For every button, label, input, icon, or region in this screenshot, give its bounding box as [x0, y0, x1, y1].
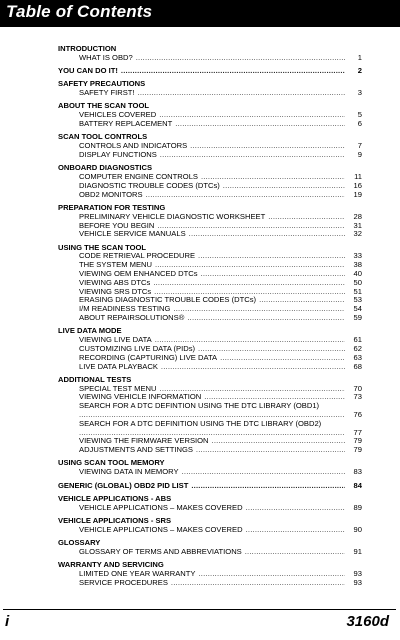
- leader-dots: [157, 222, 345, 231]
- toc-entry-page-number: 73: [353, 393, 362, 402]
- leader-dots: [198, 252, 345, 261]
- leader-dots: [121, 67, 345, 76]
- toc-entry-page-number: 90: [353, 525, 362, 534]
- leader-dots: [146, 191, 345, 200]
- toc-section-title[interactable]: [58, 80, 362, 89]
- toc-section-title-label: ABOUT THE SCAN TOOL: [58, 102, 149, 111]
- footer-page-number: i: [5, 613, 10, 630]
- toc-entry-page-number: 28: [353, 212, 362, 221]
- toc-section: [58, 102, 362, 128]
- toc-entry[interactable]: [58, 151, 362, 160]
- leader-dots: [198, 570, 345, 579]
- toc-entry[interactable]: [58, 437, 362, 446]
- toc-section-title[interactable]: [58, 495, 362, 504]
- toc-section: [58, 80, 362, 98]
- toc-entry-page-number: 3: [357, 89, 362, 98]
- toc-entry-page-number: 33: [353, 252, 362, 261]
- leader-dots: [155, 261, 345, 270]
- toc-entry[interactable]: [58, 252, 362, 261]
- toc-section-title[interactable]: [58, 133, 362, 142]
- table-of-contents: [58, 45, 362, 592]
- toc-entry-page-number: 54: [353, 305, 362, 314]
- toc-section-title-label: PREPARATION FOR TESTING: [58, 203, 166, 212]
- toc-section: [58, 495, 362, 513]
- toc-section-title[interactable]: [58, 67, 362, 76]
- toc-section-title-label: USING THE SCAN TOOL: [58, 243, 147, 252]
- toc-entry-label: ADJUSTMENTS AND SETTINGS: [79, 446, 193, 455]
- toc-section-title-label: ADDITIONAL TESTS: [58, 375, 132, 384]
- toc-entry-page-number: 38: [353, 261, 362, 270]
- toc-entry[interactable]: [58, 288, 362, 297]
- footer-model-number: 3160d: [346, 613, 389, 630]
- toc-entry[interactable]: [58, 120, 362, 129]
- toc-entry-label: SEARCH FOR A DTC DEFINTION USING THE DTC LIBRARY (OBD1): [79, 402, 320, 411]
- toc-entry-label: VEHICLE APPLICATIONS – MAKES COVERED: [79, 503, 243, 512]
- leader-dots: [160, 151, 345, 160]
- toc-entry-label: VIEWING VEHICLE INFORMATION: [79, 393, 202, 402]
- leader-dots: [190, 142, 345, 151]
- toc-entry-page-number: 76: [353, 410, 362, 419]
- leader-dots: [204, 393, 345, 402]
- toc-section-title-label: SAFETY PRECAUTIONS: [58, 80, 146, 89]
- toc-entry-page-number: 83: [353, 468, 362, 477]
- toc-entry[interactable]: [58, 345, 362, 354]
- toc-section-title[interactable]: [58, 517, 362, 526]
- toc-section-title-label: VEHICLE APPLICATIONS - SRS: [58, 516, 172, 525]
- toc-entry-page-number: 89: [353, 503, 362, 512]
- toc-entry-label: VIEWING ABS DTCs: [79, 278, 151, 287]
- toc-entry[interactable]: [58, 385, 362, 394]
- toc-entry-page-number: 9: [357, 150, 362, 159]
- toc-section: [58, 45, 362, 63]
- toc-entry-label: OBD2 MONITORS: [79, 190, 143, 199]
- toc-entry-page-number: 32: [353, 230, 362, 239]
- toc-section: [58, 244, 362, 323]
- leader-dots: [182, 468, 345, 477]
- leader-dots: [155, 336, 345, 345]
- toc-entry-continuation[interactable]: [58, 429, 362, 438]
- leader-dots: [138, 89, 345, 98]
- toc-entry-label: I/M READINESS TESTING: [79, 305, 171, 314]
- leader-dots: [171, 579, 345, 588]
- leader-dots: [189, 230, 345, 239]
- toc-entry[interactable]: [58, 579, 362, 588]
- toc-entry-page-number: 31: [353, 221, 362, 230]
- leader-dots: [246, 526, 345, 535]
- toc-entry-page-number: 19: [353, 190, 362, 199]
- toc-entry[interactable]: [58, 173, 362, 182]
- toc-section-title[interactable]: [58, 102, 362, 111]
- toc-entry[interactable]: [58, 111, 362, 120]
- toc-entry[interactable]: [58, 191, 362, 200]
- leader-dots: [79, 411, 345, 420]
- toc-entry[interactable]: [58, 54, 362, 63]
- leader-dots: [223, 182, 345, 191]
- toc-entry-page-number: 61: [353, 336, 362, 345]
- toc-section-title-label: YOU CAN DO IT!: [58, 67, 118, 76]
- toc-section-title-label: LIVE DATA MODE: [58, 327, 122, 336]
- toc-section: [58, 517, 362, 535]
- toc-entry-page-number: 62: [353, 344, 362, 353]
- toc-section-title-label: WARRANTY AND SERVICING: [58, 561, 164, 570]
- toc-entry-page-number: 5: [357, 111, 362, 120]
- toc-entry-label: VIEWING LIVE DATA: [79, 336, 152, 345]
- toc-entry-label: VIEWING DATA IN MEMORY: [79, 468, 179, 477]
- toc-entry-label: BEFORE YOU BEGIN: [79, 221, 155, 230]
- leader-dots: [198, 345, 345, 354]
- toc-entry-page-number: 70: [353, 384, 362, 393]
- toc-entry[interactable]: [58, 230, 362, 239]
- toc-entry[interactable]: [58, 420, 362, 429]
- toc-entry[interactable]: [58, 296, 362, 305]
- toc-entry-label: SPECIAL TEST MENU: [79, 384, 157, 393]
- toc-section-title[interactable]: [58, 327, 362, 336]
- toc-entry-page-number: 93: [353, 578, 362, 587]
- toc-entry-label: DISPLAY FUNCTIONS: [79, 150, 157, 159]
- toc-entry[interactable]: [58, 222, 362, 231]
- toc-entry-label: RECORDING (CAPTURING) LIVE DATA: [79, 353, 218, 362]
- toc-entry-page-number: 79: [353, 437, 362, 446]
- toc-entry-continuation[interactable]: [58, 411, 362, 420]
- toc-entry-page-number: 7: [357, 142, 362, 151]
- toc-section-title-label: ONBOARD DIAGNOSTICS: [58, 164, 153, 173]
- toc-section: [58, 376, 362, 455]
- leader-dots: [259, 296, 345, 305]
- toc-entry[interactable]: [58, 336, 362, 345]
- footer-divider: [3, 609, 396, 610]
- toc-section-title[interactable]: [58, 204, 362, 213]
- leader-dots: [154, 288, 345, 297]
- toc-entry[interactable]: [58, 305, 362, 314]
- toc-entry[interactable]: [58, 314, 362, 323]
- toc-section-title-label: VEHICLE APPLICATIONS - ABS: [58, 494, 172, 503]
- header-bar: [0, 0, 400, 27]
- leader-dots: [173, 305, 345, 314]
- toc-entry-label: VEHICLE SERVICE MANUALS: [79, 230, 186, 239]
- toc-entry-label: LIVE DATA PLAYBACK: [79, 362, 158, 371]
- toc-section: [58, 561, 362, 587]
- toc-entry-label: ERASING DIAGNOSTIC TROUBLE CODES (DTCs): [79, 296, 257, 305]
- toc-entry[interactable]: [58, 402, 362, 411]
- toc-section: [58, 482, 362, 491]
- toc-entry[interactable]: [58, 182, 362, 191]
- toc-entry-label: COMPUTER ENGINE CONTROLS: [79, 173, 198, 182]
- leader-dots: [161, 363, 345, 372]
- toc-entry[interactable]: [58, 446, 362, 455]
- toc-section-title[interactable]: [58, 539, 362, 548]
- leader-dots: [268, 213, 345, 222]
- toc-entry-page-number: 91: [353, 547, 362, 556]
- toc-entry-page-number: 50: [353, 278, 362, 287]
- toc-entry[interactable]: [58, 393, 362, 402]
- toc-entry[interactable]: [58, 213, 362, 222]
- toc-entry[interactable]: [58, 504, 362, 513]
- toc-entry-label: VIEWING THE FIRMWARE VERSION: [79, 437, 209, 446]
- toc-entry-page-number: 51: [353, 287, 362, 296]
- toc-entry[interactable]: [58, 548, 362, 557]
- toc-entry[interactable]: [58, 279, 362, 288]
- toc-section-title[interactable]: [58, 45, 362, 54]
- leader-dots: [201, 270, 345, 279]
- toc-entry-label: SAFETY FIRST!: [79, 89, 135, 98]
- leader-dots: [159, 111, 345, 120]
- toc-entry-label: SERVICE PROCEDURES: [79, 578, 168, 587]
- page-title: Table of Contents: [6, 2, 153, 21]
- toc-entry[interactable]: [58, 89, 362, 98]
- toc-entry-page-number: 93: [353, 569, 362, 578]
- toc-entry-page-number: 63: [353, 353, 362, 362]
- toc-entry-page-number: 6: [357, 120, 362, 129]
- leader-dots: [196, 446, 345, 455]
- leader-dots: [136, 54, 345, 63]
- toc-section-title[interactable]: [58, 164, 362, 173]
- toc-entry-label: DIAGNOSTIC TROUBLE CODES (DTCs): [79, 181, 220, 190]
- toc-entry-label: PRELIMINARY VEHICLE DIAGNOSTIC WORKSHEET: [79, 212, 266, 221]
- toc-section-title[interactable]: [58, 376, 362, 385]
- toc-entry-label: WHAT IS OBD?: [79, 53, 133, 62]
- toc-entry-label: CODE RETRIEVAL PROCEDURE: [79, 252, 196, 261]
- toc-section-title-page-number: 2: [357, 67, 362, 76]
- toc-entry[interactable]: [58, 570, 362, 579]
- toc-section-title[interactable]: [58, 561, 362, 570]
- leader-dots: [160, 385, 345, 394]
- toc-entry-page-number: 40: [353, 270, 362, 279]
- toc-entry-label: ABOUT REPAIRSOLUTIONS®: [79, 314, 185, 323]
- toc-section-title[interactable]: [58, 244, 362, 253]
- toc-entry-page-number: 11: [354, 173, 362, 182]
- toc-section: [58, 327, 362, 371]
- leader-dots: [212, 437, 345, 446]
- toc-entry-page-number: 16: [353, 181, 362, 190]
- toc-entry-label: VEHICLES COVERED: [79, 111, 157, 120]
- toc-section: [58, 164, 362, 199]
- leader-dots: [245, 548, 345, 557]
- toc-section-title[interactable]: [58, 459, 362, 468]
- toc-section-title[interactable]: [58, 482, 362, 491]
- toc-section: [58, 133, 362, 159]
- toc-entry-label: BATTERY REPLACEMENT: [79, 120, 173, 129]
- leader-dots: [191, 482, 345, 491]
- toc-section: [58, 459, 362, 477]
- toc-entry-page-number: 59: [353, 314, 362, 323]
- toc-entry-label: LIMITED ONE YEAR WARRANTY: [79, 569, 196, 578]
- toc-entry-page-number: 53: [353, 296, 362, 305]
- toc-entry-label: VIEWING SRS DTCs: [79, 287, 152, 296]
- toc-entry[interactable]: [58, 526, 362, 535]
- toc-entry-page-number: 79: [353, 446, 362, 455]
- toc-entry-label: THE SYSTEM MENU: [79, 261, 152, 270]
- toc-section-title-label: GENERIC (GLOBAL) OBD2 PID LIST: [58, 481, 189, 490]
- toc-section-title-label: SCAN TOOL CONTROLS: [58, 133, 148, 142]
- toc-section: [58, 204, 362, 239]
- leader-dots: [220, 354, 345, 363]
- toc-section-title-label: INTRODUCTION: [58, 45, 117, 53]
- toc-entry[interactable]: [58, 363, 362, 372]
- toc-entry-page-number: 1: [357, 53, 362, 62]
- toc-section-title-label: GLOSSARY: [58, 539, 101, 548]
- toc-entry-page-number: 68: [353, 362, 362, 371]
- toc-entry-label: SEARCH FOR A DTC DEFINITION USING THE DTC LIBRARY (OBD2): [79, 419, 322, 428]
- toc-section-title-page-number: 84: [353, 481, 362, 490]
- toc-entry-label: GLOSSARY OF TERMS AND ABBREVIATIONS: [79, 547, 242, 556]
- toc-entry[interactable]: [58, 468, 362, 477]
- toc-section: [58, 539, 362, 557]
- toc-entry-label: VEHICLE APPLICATIONS – MAKES COVERED: [79, 525, 243, 534]
- toc-entry[interactable]: [58, 261, 362, 270]
- toc-section: [58, 67, 362, 76]
- leader-dots: [175, 120, 345, 129]
- toc-entry-page-number: 77: [353, 428, 362, 437]
- leader-dots: [153, 279, 345, 288]
- leader-dots: [79, 429, 345, 438]
- toc-entry-label: CUSTOMIZING LIVE DATA (PIDs): [79, 344, 196, 353]
- toc-entry[interactable]: [58, 142, 362, 151]
- toc-entry[interactable]: [58, 354, 362, 363]
- toc-entry-label: VIEWING OEM ENHANCED DTCs: [79, 270, 198, 279]
- toc-entry-label: CONTROLS AND INDICATORS: [79, 142, 188, 151]
- leader-dots: [187, 314, 345, 323]
- leader-dots: [246, 504, 345, 513]
- leader-dots: [201, 173, 345, 182]
- toc-section-title-label: USING SCAN TOOL MEMORY: [58, 459, 165, 468]
- toc-entry[interactable]: [58, 270, 362, 279]
